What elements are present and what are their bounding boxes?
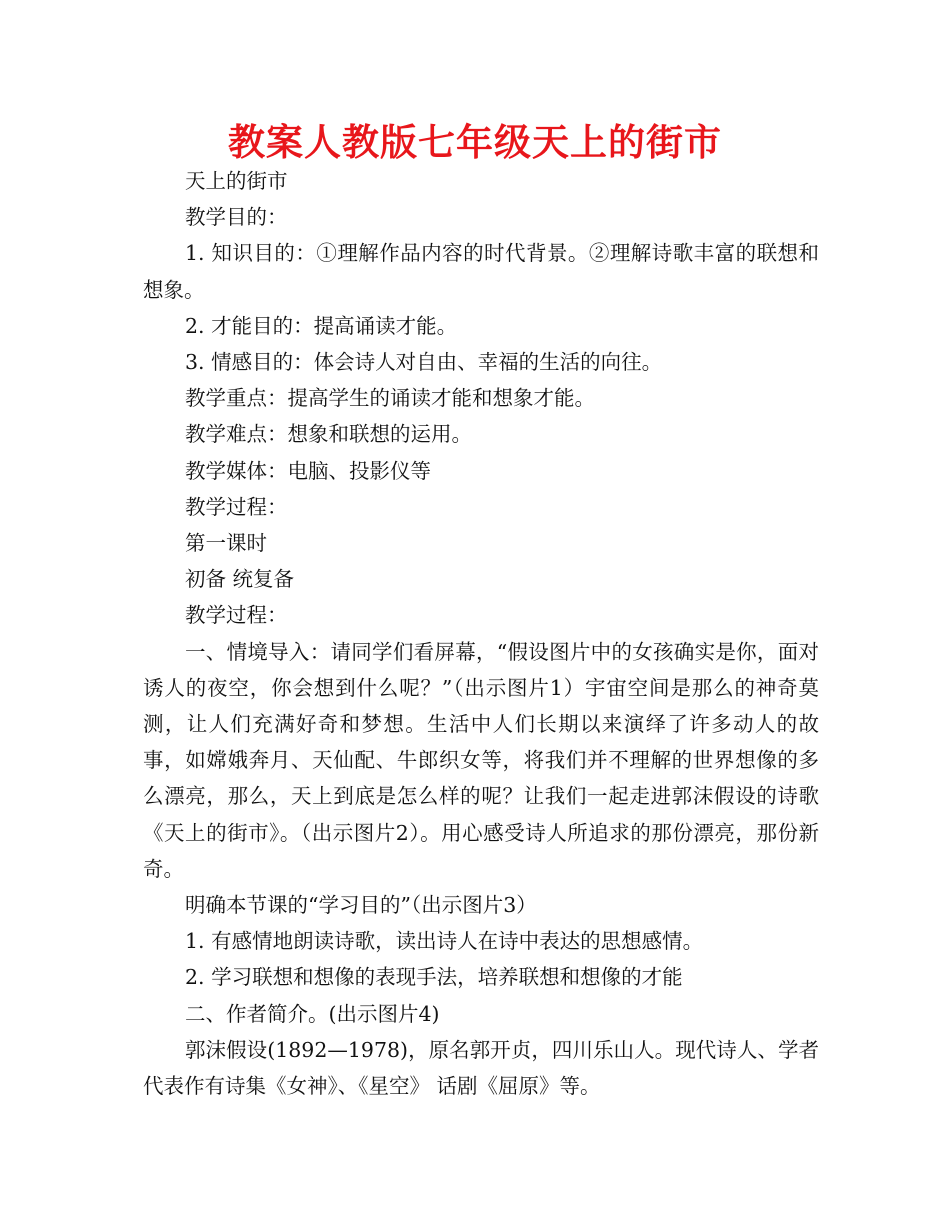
paragraph-teaching-process-heading-2: 教学过程： (185, 603, 288, 628)
paragraph-teaching-media: 教学媒体：电脑、投影仪等 (185, 458, 431, 483)
paragraph-author-bio: 郭沫假设(1892—1978)，原名郭开贞，四川乐山人。现代诗人、学者代表作有诗集《女神》、《星空》 话剧《屈原》等。 (143, 1037, 819, 1099)
paragraph-situation-intro: 一、情境导入：请同学们看屏幕，“假设图片中的女孩确实是你，面对诱人的夜空，你会想到什么呢？”（出示图片1）宇宙空间是那么的神奇莫测，让人们充满好奇和梦想。生活中人们长期以来演绎了许多动人的故事，如嫦娥奔月、天仙配、牛郎织女等，将我们并不理解的世界想像的多么漂亮，那么，天上到底是怎么样的呢？让我们一起走进郭沫假设的诗歌《天上的街市》。（出示图片2）。用心感受诗人所追求的那份漂亮，那份新奇。 (143, 639, 819, 881)
paragraph-learning-goals-intro: 明确本节课的“学习目的”（出示图片3） (185, 893, 537, 918)
paragraph-ability-goal: 2. 才能目的：提高诵读才能。 (185, 313, 458, 338)
paragraph-lesson-name: 天上的街市 (185, 169, 288, 193)
paragraph-learning-goal-1: 1. 有感情地朗读诗歌，读出诗人在诗中表达的思想感情。 (185, 929, 704, 954)
paragraph-author-heading: 二、作者简介。(出示图片4) (185, 1001, 440, 1026)
document-title: 教案人教版七年级天上的街市 (228, 121, 722, 164)
paragraph-knowledge-goal: 1. 知识目的：①理解作品内容的时代背景。②理解诗歌丰富的联想和想象。 (143, 241, 819, 302)
paragraph-learning-goal-2: 2. 学习联想和想像的表现手法，培养联想和想像的才能 (185, 965, 683, 990)
paragraph-emotion-goal: 3. 情感目的：体会诗人对自由、幸福的生活的向往。 (185, 350, 663, 375)
paragraph-teaching-process-heading: 教学过程： (185, 494, 288, 519)
paragraph-first-lesson: 第一课时 (185, 531, 267, 556)
paragraph-preparation: 初备 统复备 (185, 567, 295, 592)
document-body (143, 163, 819, 1104)
paragraph-teaching-goals-heading: 教学目的： (185, 205, 288, 230)
paragraph-key-points: 教学重点：提高学生的诵读才能和想象才能。 (185, 386, 595, 411)
paragraph-difficult-points: 教学难点：想象和联想的运用。 (185, 422, 472, 447)
